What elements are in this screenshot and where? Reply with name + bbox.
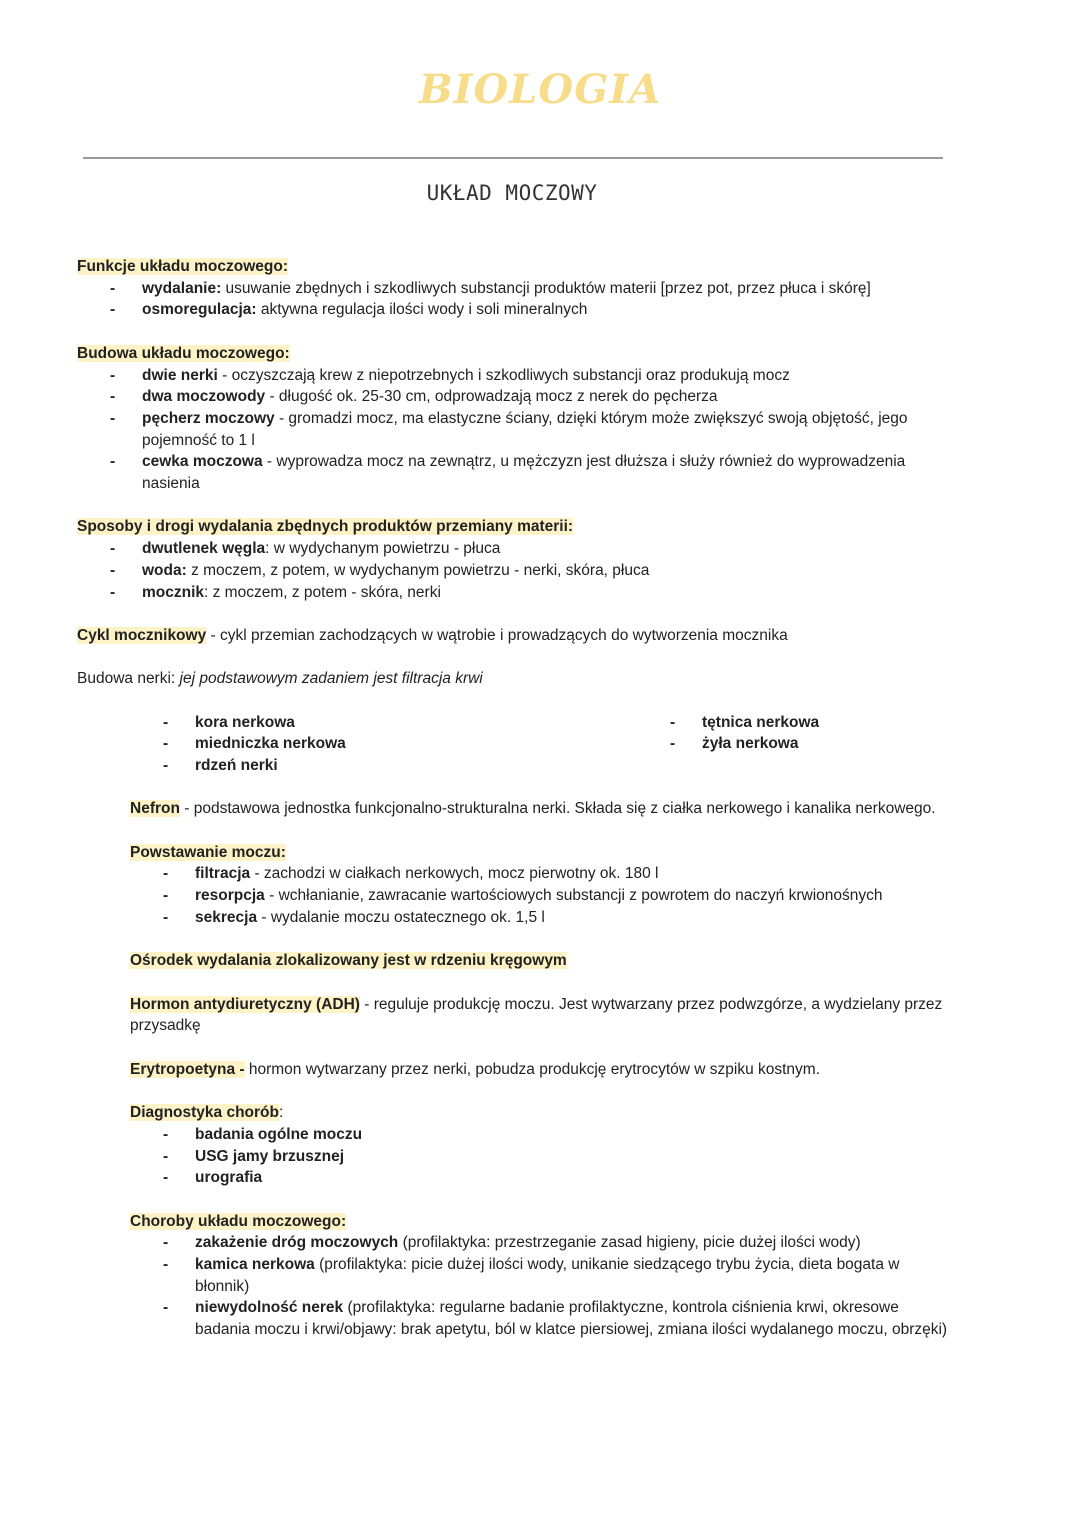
section-erytropoetyna: Erytropoetyna - hormon wytwarzany przez nerki, pobudza produkcję erytrocytów w szpiku kostnym. [130, 1060, 821, 1078]
section-funkcje [77, 256, 957, 321]
kidney-parts-list [130, 712, 957, 777]
list-item: - kora nerkowa [130, 712, 346, 734]
section-heading: Diagnostyka chorób [130, 1104, 279, 1122]
list-item: - urografia [130, 1167, 957, 1189]
term-highlight: Hormon antydiuretyczny (ADH) [130, 995, 360, 1013]
section-diagnostyka: Diagnostyka chorób: - badania ogólne moczu - USG jamy brzusznej - urografia [130, 1102, 957, 1189]
section-heading: Funkcje układu moczowego: [77, 258, 288, 275]
header-divider [83, 157, 943, 159]
list-item: - tętnica nerkowa [637, 712, 819, 734]
list-item: - rdzeń nerki [130, 755, 346, 777]
section-osrodek [130, 950, 957, 972]
list-item: - USG jamy brzusznej [130, 1146, 957, 1168]
section-nefron: Nefron - podstawowa jednostka funkcjonalno-strukturalna nerki. Składa się z ciałka nerkowego i kanalika nerkowego. [130, 800, 936, 818]
term-highlight: Erytropoetyna - [130, 1060, 245, 1078]
list-item: - resorpcja - wchłanianie, zawracanie wartościowych substancji z powrotem do naczyń krwionośnych [130, 885, 957, 907]
term-highlight: Nefron [130, 800, 180, 818]
list-item: - zakażenie dróg moczowych (profilaktyka: przestrzeganie zasad higieny, picie dużej ilości wody) [130, 1232, 957, 1254]
section-heading: Sposoby i drogi wydalania zbędnych produktów przemiany materii: [77, 518, 574, 536]
section-choroby [130, 1211, 957, 1341]
list-item: - miedniczka nerkowa [130, 733, 346, 755]
list-item: - dwie nerki - oczyszczają krew z niepotrzebnych i szkodliwych substancji oraz produkują mocz [77, 365, 957, 387]
kidney-parts-left [130, 712, 346, 777]
section-heading: Powstawanie moczu: [130, 843, 286, 861]
list-item: - dwutlenek węgla: w wydychanym powietrzu - płuca [77, 538, 957, 560]
list-item: - wydalanie: usuwanie zbędnych i szkodliwych substancji produktów materii [przez pot, przez płuca i skórę] [77, 278, 957, 300]
list-item: - sekrecja - wydalanie moczu ostatecznego ok. 1,5 l [130, 907, 957, 929]
brand-title: BIOLOGIA [418, 66, 662, 113]
list-item: - mocznik: z moczem, z potem - skóra, nerki [77, 582, 957, 604]
page-title: UKŁAD MOCZOWY [426, 181, 598, 205]
kidney-parts-right [637, 712, 819, 755]
list-item: - cewka moczowa - wyprowadza mocz na zewnątrz, u mężczyzn jest dłuższa i służy również do wyprowadzenia nasienia [77, 451, 957, 494]
section-powstawanie [130, 842, 957, 929]
list-item: - badania ogólne moczu [130, 1124, 957, 1146]
list-item: - kamica nerkowa (profilaktyka: picie dużej ilości wody, unikanie siedzącego trybu życia, dieta bogata w błonnik) [130, 1254, 957, 1297]
section-sposoby [77, 516, 957, 603]
section-heading: Ośrodek wydalania zlokalizowany jest w rdzeniu kręgowym [130, 952, 567, 970]
list-item: - pęcherz moczowy - gromadzi mocz, ma elastyczne ściany, dzięki którym może zwiększyć swoją objętość, jego pojemność to 1 l [77, 408, 957, 451]
section-hormon: Hormon antydiuretyczny (ADH) - reguluje produkcję moczu. Jest wytwarzany przez podwzgórze, a wydzielany przez przysadkę [130, 995, 943, 1035]
list-item: - dwa moczowody - długość ok. 25-30 cm, odprowadzają mocz z nerek do pęcherza [77, 386, 957, 408]
list-item: - żyła nerkowa [637, 733, 819, 755]
section-budowa-nerki: Budowa nerki: jej podstawowym zadaniem jest filtracja krwi [77, 670, 483, 688]
list-item: - filtracja - zachodzi w ciałkach nerkowych, mocz pierwotny ok. 180 l [130, 863, 957, 885]
list-item: - woda: z moczem, z potem, w wydychanym powietrzu - nerki, skóra, płuca [77, 560, 957, 582]
section-budowa [77, 343, 957, 495]
list-item: - niewydolność nerek (profilaktyka: regularne badanie profilaktyczne, kontrola ciśnienia krwi, okresowe badania moczu i krwi/objawy: brak apetytu, ból w klatce piersiowej, zmiana ilości wydalanego moczu, obrzęki) [130, 1297, 957, 1340]
document-body [77, 256, 957, 1363]
section-heading: Choroby układu moczowego: [130, 1212, 347, 1230]
section-heading: Budowa układu moczowego: [77, 344, 290, 362]
list-item: - osmoregulacja: aktywna regulacja ilości wody i soli mineralnych [77, 299, 957, 321]
term-highlight: Cykl mocznikowy [77, 626, 207, 644]
section-cykl: Cykl mocznikowy - cykl przemian zachodzących w wątrobie i prowadzących do wytworzenia mocznika [77, 626, 788, 644]
